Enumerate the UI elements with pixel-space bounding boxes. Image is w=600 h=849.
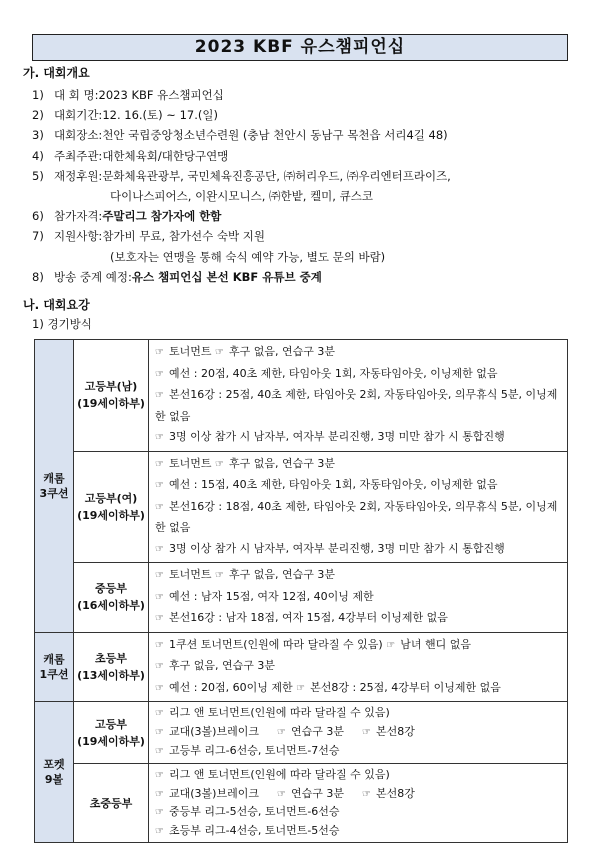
division-cell — [74, 451, 149, 563]
division-cell — [74, 632, 149, 702]
item-continuation: (보호자는 연맹을 통해 숙식 예약 가능, 별도 문의 바람) — [110, 249, 386, 264]
overview-item — [32, 226, 572, 246]
pointing-hand-icon: ☞ — [155, 390, 164, 401]
rule-line: ☞ 중등부 리그-5선승, 토너먼트-6선승 — [155, 803, 563, 822]
pointing-hand-icon: ☞ — [276, 727, 286, 738]
division-name: 초등부 — [95, 651, 127, 665]
rule-line: ☞ 고등부 리그-6선승, 토너먼트-7선승 — [155, 742, 563, 761]
section-heading-overview: 가. 대회개요 — [23, 66, 90, 80]
pointing-hand-icon: ☞ — [155, 613, 164, 624]
item-label: 참가자격: — [54, 209, 103, 224]
rule-line: ☞ 리그 앤 토너먼트(인원에 따라 달라질 수 있음) — [155, 766, 563, 785]
item-label: 방송 중계 예정: — [54, 269, 132, 284]
category-line: 포켓 — [43, 758, 65, 771]
overview-item — [32, 146, 572, 166]
pointing-hand-icon: ☞ — [155, 788, 164, 800]
pointing-hand-icon: ☞ — [155, 543, 164, 555]
item-number: 1) — [32, 88, 44, 102]
pointing-hand-icon: ☞ — [155, 727, 164, 738]
rule-line: ☞ 3명 이상 참가 시 남자부, 여자부 분리진행, 3명 미만 참가 시 통합진행 — [155, 427, 563, 449]
pointing-hand-icon: ☞ — [215, 458, 224, 470]
item-label: 지원사항: — [54, 229, 103, 244]
pointing-hand-icon: ☞ — [215, 347, 224, 358]
overview-item — [32, 206, 572, 226]
category-line: 캐롬 — [43, 652, 65, 666]
division-age: (19세이하부) — [77, 508, 145, 522]
item-number: 2) — [32, 108, 44, 123]
item-value: 문화체육관광부, 국민체육진흥공단, ㈜허리우드, ㈜우리엔터프라이즈, — [102, 168, 451, 183]
pointing-hand-icon: ☞ — [155, 432, 164, 443]
rules-cell — [149, 563, 568, 633]
rule-line: ☞ 예선 : 남자 15점, 여자 12점, 40이닝 제한 — [155, 587, 563, 609]
pointing-hand-icon: ☞ — [155, 591, 164, 603]
item-value: 천안 국립중앙청소년수련원 (충남 천안시 동남구 목천읍 서리4길 48) — [102, 128, 448, 143]
item-value: 유스 챔피언십 본선 KBF 유튜브 중계 — [131, 269, 322, 284]
pointing-hand-icon: ☞ — [155, 368, 164, 380]
rules-cell — [149, 340, 568, 452]
table-row — [35, 340, 568, 452]
rule-line: ☞ 초등부 리그-4선승, 토너먼트-5선승 — [155, 822, 563, 841]
table-row — [35, 702, 568, 764]
pointing-hand-icon: ☞ — [155, 770, 164, 781]
item-label: 주최주관: — [54, 148, 103, 163]
category-line: 1쿠션 — [39, 667, 69, 681]
category-line: 9볼 — [44, 773, 64, 786]
pointing-hand-icon: ☞ — [361, 788, 371, 800]
overview-item — [32, 125, 572, 145]
table-row — [35, 764, 568, 843]
rule-line: ☞ 본선16강 : 남자 18점, 여자 15점, 4강부터 이닝제한 없음 — [155, 608, 563, 630]
overview-item — [32, 267, 572, 287]
item-number: 6) — [32, 209, 44, 224]
pointing-hand-icon: ☞ — [155, 825, 164, 837]
item-label: 재정후원: — [54, 168, 103, 183]
item-value: 12. 16.(토) ~ 17.(일) — [102, 108, 218, 123]
item-number: 5) — [32, 168, 44, 183]
division-name: 고등부(남) — [84, 380, 138, 394]
item-value: 참가비 무료, 참가선수 숙박 지원 — [102, 229, 266, 244]
item-value: 대한체육회/대한당구연맹 — [102, 148, 229, 163]
pointing-hand-icon: ☞ — [215, 570, 224, 581]
rule-line: ☞ 본선16강 : 25점, 40초 제한, 타임아웃 2회, 자동타임아웃, 의무휴식 5분, 이닝제한 없음 — [155, 388, 558, 423]
item-value: 2023 KBF 유스챔피언십 — [98, 88, 224, 102]
section-heading-rules: 나. 대회요강 — [23, 298, 90, 312]
overview-item — [32, 166, 572, 186]
pointing-hand-icon: ☞ — [155, 347, 164, 358]
pointing-hand-icon: ☞ — [155, 458, 164, 470]
division-age: (19세이하부) — [77, 397, 145, 411]
page-title: 2023 KBF 유스챔피언십 — [32, 34, 568, 61]
item-label: 대회장소: — [54, 128, 103, 143]
rule-line: ☞ 교대(3볼)브레이크 ☞ 연습구 3분 ☞ 본선8강 — [155, 785, 563, 804]
category-cell — [35, 702, 74, 843]
overview-item — [32, 85, 572, 105]
rule-line: ☞ 교대(3볼)브레이크 ☞ 연습구 3분 ☞ 본선8강 — [155, 723, 563, 742]
subsection-heading: 1) 경기방식 — [32, 317, 92, 331]
rules-cell — [149, 702, 568, 764]
division-cell — [74, 764, 149, 843]
rules-table — [34, 339, 568, 843]
category-line: 3쿠션 — [39, 486, 69, 500]
division-name: 고등부(여) — [84, 491, 138, 505]
item-continuation: 다이나스피어스, 이완시모니스, ㈜한밭, 켈미, 큐스코 — [110, 189, 373, 204]
pointing-hand-icon: ☞ — [155, 501, 164, 513]
rule-line: ☞ 3명 이상 참가 시 남자부, 여자부 분리진행, 3명 미만 참가 시 통합진행 — [155, 539, 563, 561]
pointing-hand-icon: ☞ — [155, 480, 164, 491]
rule-line: ☞ 토너먼트 ☞ 후구 없음, 연습구 3분 — [155, 454, 563, 476]
overview-item — [32, 105, 572, 125]
table-row — [35, 563, 568, 633]
item-number: 3) — [32, 128, 44, 143]
pointing-hand-icon: ☞ — [276, 788, 286, 800]
rule-line: ☞ 본선16강 : 18점, 40초 제한, 타임아웃 2회, 자동타임아웃, 의무휴식 5분, 이닝제한 없음 — [155, 499, 558, 534]
rule-line: ☞ 예선 : 15점, 40초 제한, 타임아웃 1회, 자동타임아웃, 이닝제한 없음 — [155, 475, 563, 497]
category-cell — [35, 340, 74, 633]
pointing-hand-icon: ☞ — [155, 639, 164, 651]
rule-line: ☞ 리그 앤 토너먼트(인원에 따라 달라질 수 있음) — [155, 704, 563, 723]
item-value: 주말리그 참가자에 한함 — [102, 209, 222, 224]
pointing-hand-icon: ☞ — [155, 807, 164, 818]
item-label: 대회기간: — [54, 108, 103, 123]
division-name: 중등부 — [95, 582, 127, 596]
item-number: 7) — [32, 229, 44, 244]
overview-list — [32, 85, 572, 287]
division-name: 초중등부 — [89, 796, 133, 810]
pointing-hand-icon: ☞ — [155, 708, 164, 719]
pointing-hand-icon: ☞ — [386, 639, 396, 651]
division-age: (19세이하부) — [77, 734, 145, 748]
rule-line: ☞ 예선 : 20점, 40초 제한, 타임아웃 1회, 자동타임아웃, 이닝제한 없음 — [155, 364, 563, 386]
pointing-hand-icon: ☞ — [155, 682, 164, 694]
pointing-hand-icon: ☞ — [155, 661, 164, 672]
rule-line: ☞ 1쿠션 토너먼트(인원에 따라 달라질 수 있음) ☞ 남녀 핸디 없음 — [155, 635, 563, 657]
rule-line: ☞ 토너먼트 ☞ 후구 없음, 연습구 3분 — [155, 565, 563, 587]
rules-cell — [149, 764, 568, 843]
table-row — [35, 632, 568, 702]
item-number: 8) — [32, 269, 44, 284]
rules-cell — [149, 632, 568, 702]
pointing-hand-icon: ☞ — [361, 727, 371, 738]
pointing-hand-icon: ☞ — [155, 570, 164, 581]
item-label: 대 회 명: — [54, 88, 99, 102]
rules-cell — [149, 451, 568, 563]
pointing-hand-icon: ☞ — [296, 682, 306, 694]
item-number: 4) — [32, 148, 44, 163]
division-age: (13세이하부) — [77, 668, 145, 682]
division-name: 고등부 — [95, 717, 127, 731]
rule-line: ☞ 토너먼트 ☞ 후구 없음, 연습구 3분 — [155, 342, 563, 364]
table-row — [35, 451, 568, 563]
division-cell — [74, 702, 149, 764]
rule-line: ☞ 예선 : 20점, 60이닝 제한 ☞ 본선8강 : 25점, 4강부터 이닝제한 없음 — [155, 678, 563, 700]
division-cell — [74, 563, 149, 633]
division-age: (16세이하부) — [77, 599, 145, 613]
category-line: 캐롬 — [43, 471, 65, 485]
category-cell — [35, 632, 74, 702]
division-cell — [74, 340, 149, 452]
rule-line: ☞ 후구 없음, 연습구 3분 — [155, 656, 563, 678]
pointing-hand-icon: ☞ — [155, 746, 164, 757]
